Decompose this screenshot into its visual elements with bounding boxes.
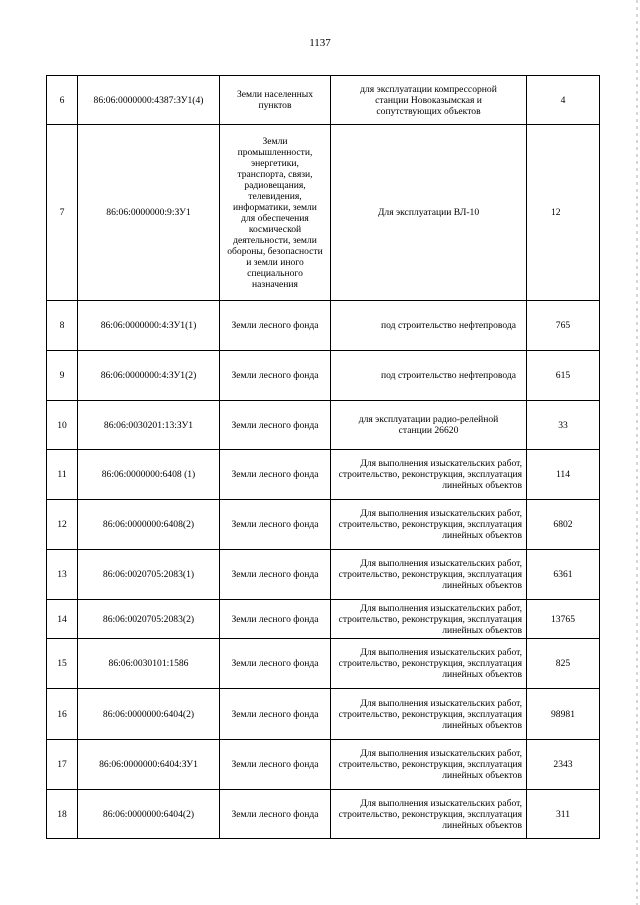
cadastral-number: 86:06:0000000:4387:ЗУ1(4) (78, 76, 220, 125)
cadastral-number: 86:06:0030101:1586 (78, 639, 220, 689)
table-row (47, 500, 600, 550)
cadastral-number: 86:06:0000000:6404(2) (78, 689, 220, 740)
row-number: 12 (47, 500, 78, 550)
permitted-use: Для выполнения изыскательских работ, строительство, реконструкция, эксплуатация линейных объектов (331, 550, 527, 600)
permitted-use: Для выполнения изыскательских работ, строительство, реконструкция, эксплуатация линейных объектов (331, 450, 527, 500)
area: 114 (527, 450, 600, 500)
area: 765 (527, 301, 600, 351)
row-number: 11 (47, 450, 78, 500)
land-category: Земли населенных пунктов (220, 76, 331, 125)
land-category: Земли лесного фонда (220, 450, 331, 500)
permitted-use: Для выполнения изыскательских работ, строительство, реконструкция, эксплуатация линейных объектов (331, 790, 527, 839)
land-category: Земли лесного фонда (220, 550, 331, 600)
row-number: 10 (47, 401, 78, 450)
land-category: Земли лесного фонда (220, 301, 331, 351)
row-number: 17 (47, 740, 78, 790)
permitted-use: для эксплуатации компрессорной станции Новоказымская и сопутствующих объектов (331, 76, 527, 125)
area: 311 (527, 790, 600, 839)
table-row (47, 76, 600, 125)
cadastral-number: 86:06:0030201:13:ЗУ1 (78, 401, 220, 450)
area: 4 (527, 76, 600, 125)
cadastral-number: 86:06:0000000:6404(2) (78, 790, 220, 839)
row-number: 18 (47, 790, 78, 839)
land-category: Земли лесного фонда (220, 639, 331, 689)
land-category: Земли лесного фонда (220, 401, 331, 450)
table-row (47, 639, 600, 689)
table-row (47, 689, 600, 740)
row-number: 13 (47, 550, 78, 600)
area: 33 (527, 401, 600, 450)
area: 6802 (527, 500, 600, 550)
permitted-use: Для выполнения изыскательских работ, строительство, реконструкция, эксплуатация линейных объектов (331, 689, 527, 740)
permitted-use: под строительство нефтепровода (331, 351, 527, 401)
area: 12 (527, 125, 600, 301)
cadastral-number: 86:06:0000000:6404:ЗУ1 (78, 740, 220, 790)
area: 98981 (527, 689, 600, 740)
table-row (47, 351, 600, 401)
row-number: 8 (47, 301, 78, 351)
permitted-use: для эксплуатации радио-релейной станции 26620 (331, 401, 527, 450)
row-number: 15 (47, 639, 78, 689)
row-number: 14 (47, 600, 78, 639)
area: 615 (527, 351, 600, 401)
permitted-use: Для выполнения изыскательских работ, строительство, реконструкция, эксплуатация линейных объектов (331, 600, 527, 639)
row-number: 16 (47, 689, 78, 740)
row-number: 7 (47, 125, 78, 301)
cadastral-number: 86:06:0000000:6408 (1) (78, 450, 220, 500)
permitted-use: Для выполнения изыскательских работ, строительство, реконструкция, эксплуатация линейных объектов (331, 740, 527, 790)
row-number: 9 (47, 351, 78, 401)
table-row (47, 550, 600, 600)
cadastral-number: 86:06:0020705:2083(1) (78, 550, 220, 600)
land-category: Земли лесного фонда (220, 790, 331, 839)
permitted-use: Для эксплуатации ВЛ-10 (331, 125, 527, 301)
table-row (47, 740, 600, 790)
table-row (47, 125, 600, 301)
page-number: 1137 (309, 37, 331, 49)
cadastral-number: 86:06:0000000:9:ЗУ1 (78, 125, 220, 301)
scan-edge-artifact (636, 0, 638, 905)
table-row (47, 450, 600, 500)
land-category: Земли лесного фонда (220, 689, 331, 740)
cadastral-number: 86:06:0000000:4:ЗУ1(1) (78, 301, 220, 351)
land-plots-table (46, 75, 600, 839)
table-row (47, 301, 600, 351)
land-category: Земли промышленности, энергетики, транспорта, связи, радиовещания, телевидения, информатики, земли для обеспечения космической деятельности, земли обороны, безопасности и земли иного специального назначения (220, 125, 331, 301)
table-row (47, 600, 600, 639)
cadastral-number: 86:06:0020705:2083(2) (78, 600, 220, 639)
table-row (47, 401, 600, 450)
area: 2343 (527, 740, 600, 790)
permitted-use: Для выполнения изыскательских работ, строительство, реконструкция, эксплуатация линейных объектов (331, 639, 527, 689)
land-category: Земли лесного фонда (220, 600, 331, 639)
table-row (47, 790, 600, 839)
cadastral-number: 86:06:0000000:6408(2) (78, 500, 220, 550)
land-category: Земли лесного фонда (220, 351, 331, 401)
area: 6361 (527, 550, 600, 600)
land-category: Земли лесного фонда (220, 740, 331, 790)
land-category: Земли лесного фонда (220, 500, 331, 550)
cadastral-number: 86:06:0000000:4:ЗУ1(2) (78, 351, 220, 401)
area: 825 (527, 639, 600, 689)
permitted-use: Для выполнения изыскательских работ, строительство, реконструкция, эксплуатация линейных объектов (331, 500, 527, 550)
row-number: 6 (47, 76, 78, 125)
area: 13765 (527, 600, 600, 639)
permitted-use: под строительство нефтепровода (331, 301, 527, 351)
